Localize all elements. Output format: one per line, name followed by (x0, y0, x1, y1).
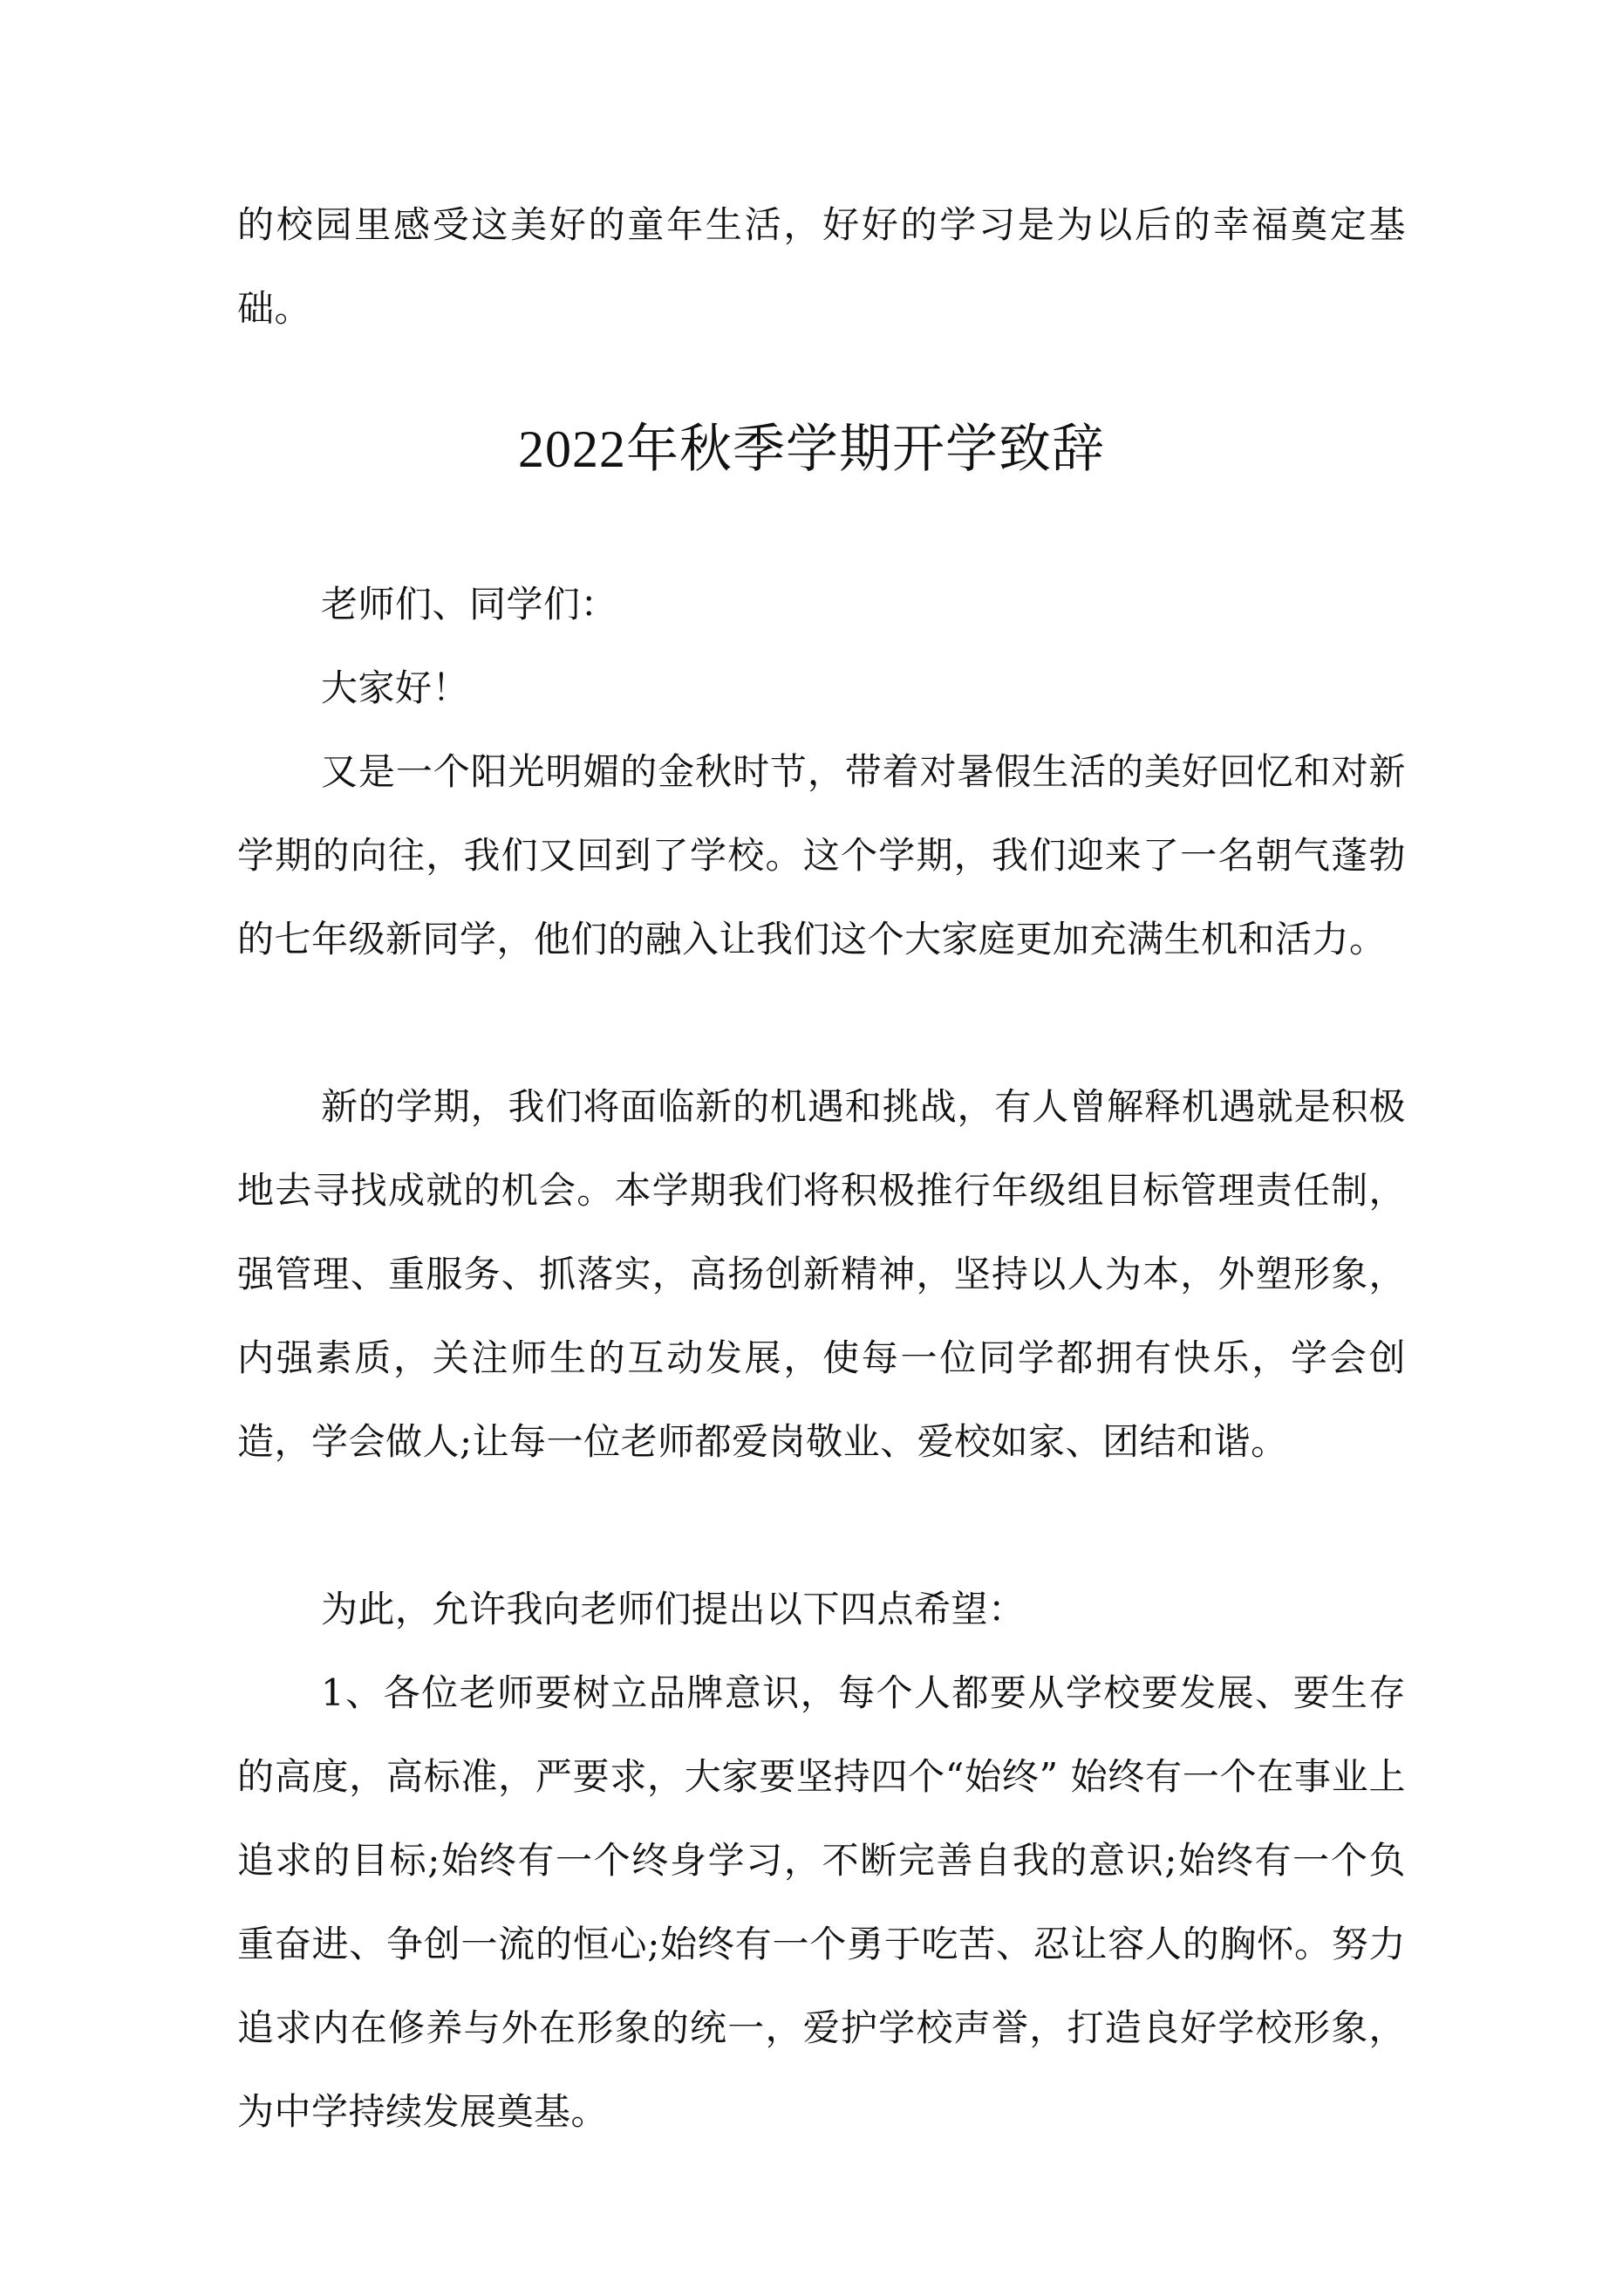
continuation-paragraph: 的校园里感受这美好的童年生活，好好的学习是为以后的幸福奠定基础。 (237, 203, 1406, 330)
body-paragraph-2: 新的学期，我们将面临新的机遇和挑战，有人曾解释机遇就是积极地去寻找成就的机会。本学期我们将积极推行年级组目标管理责任制，强管理、重服务、抓落实，高扬创新精神，坚持以人为本，外塑形象，内强素质，关注师生的互动发展，使每一位同学都拥有快乐，学会创造，学会做人;让每一位老师都爱岗敬业、爱校如家、团结和谐。 (237, 1085, 1406, 1463)
body-paragraph-1: 又是一个阳光明媚的金秋时节，带着对暑假生活的美好回忆和对新学期的向往，我们又回到了学校。这个学期，我们迎来了一名朝气蓬勃的七年级新同学，他们的融入让我们这个大家庭更加充满生机和活力。 (237, 750, 1406, 960)
page-title: 2022年秋季学期开学致辞 (518, 420, 1105, 478)
greeting: 大家好！ (321, 666, 470, 709)
body-paragraph-4: 1、各位老师要树立品牌意识，每个人都要从学校要发展、要生存的高度，高标准，严要求，大家要坚持四个“始终” 始终有一个在事业上追求的目标;始终有一个终身学习，不断完善自我的意识;始终有一个负重奋进、争创一流的恒心;始终有一个勇于吃苦、忍让容人的胸怀。努力追求内在修养与外在形象的统一，爱护学校声誉，打造良好学校形象，为中学持续发展奠基。 (237, 1671, 1406, 2133)
salutation: 老师们、同学们： (321, 583, 618, 625)
body-paragraph-3: 为此，允许我向老师们提出以下四点希望： (321, 1588, 1026, 1630)
